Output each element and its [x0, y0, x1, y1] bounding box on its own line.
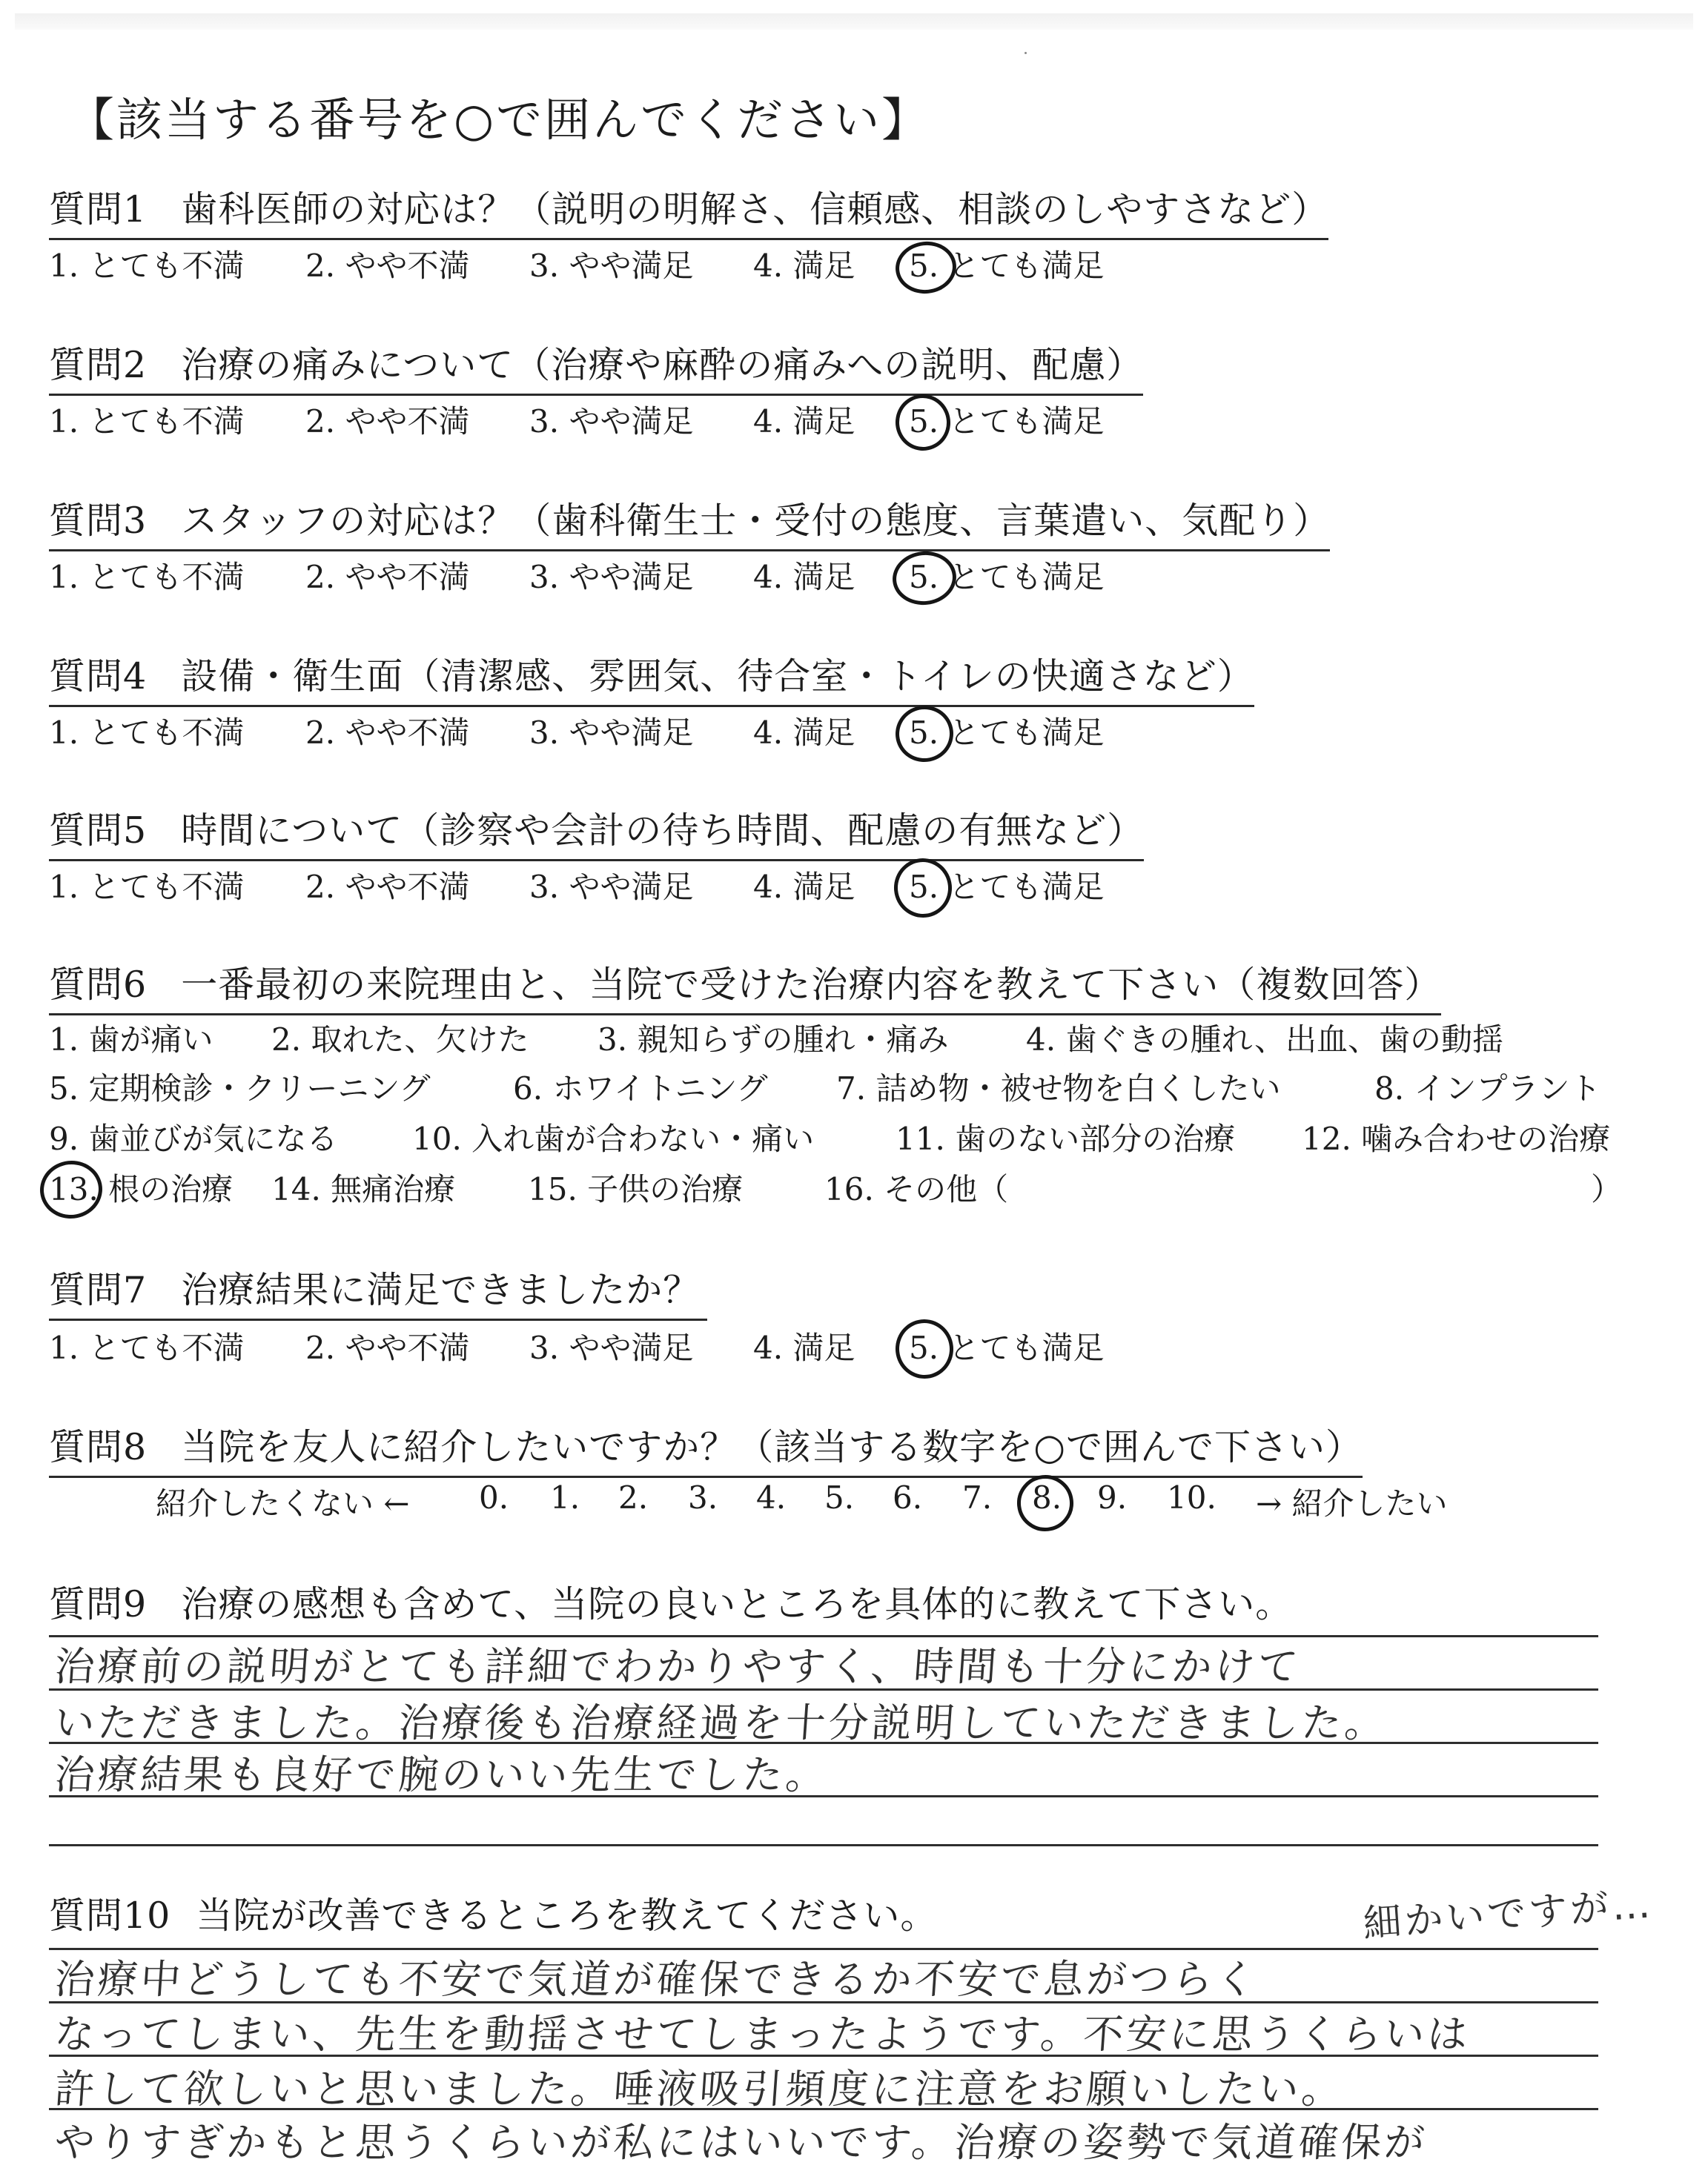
q3-option-3[interactable]: 3. やや満足 — [529, 559, 694, 595]
q4-title: 質問4 設備・衛生面（清潔感、雰囲気、待合室・トイレの快適さなど） — [49, 648, 1254, 707]
q4-option-3[interactable]: 3. やや満足 — [529, 715, 694, 751]
q8-selected-circle — [1014, 1472, 1076, 1534]
q4-option-5[interactable]: 5. とても満足 — [909, 715, 1105, 751]
q6-option-5[interactable]: 5. 定期検診・クリーニング — [49, 1070, 431, 1107]
q8-scale-4[interactable]: 4. — [756, 1479, 787, 1516]
q6-option-14[interactable]: 14. 無痛治療 — [271, 1171, 456, 1207]
q8-scale-9[interactable]: 9. — [1097, 1479, 1128, 1516]
q3-option-1[interactable]: 1. とても不満 — [49, 559, 245, 595]
q7-title: 質問7 治療結果に満足できましたか？ — [49, 1262, 707, 1321]
q6-option-11[interactable]: 11. 歯のない部分の治療 — [896, 1121, 1236, 1157]
q9-answer-line-1: 治療前の説明がとても詳細でわかりやすく、時間も十分にかけて — [53, 1643, 1302, 1690]
q7-option-4[interactable]: 4. 満足 — [753, 1330, 855, 1366]
q4-option-4[interactable]: 4. 満足 — [753, 715, 855, 751]
q5-option-4[interactable]: 4. 満足 — [753, 869, 855, 905]
q5-title: 質問5 時間について（診察や会計の待ち時間、配慮の有無など） — [49, 802, 1144, 861]
q5-option-1[interactable]: 1. とても不満 — [49, 869, 245, 905]
q6-other-close-paren: ） — [1591, 1171, 1623, 1207]
q3-title: 質問3 スタッフの対応は？（歯科衛生士・受付の態度、言葉遣い、気配り） — [49, 492, 1330, 551]
q8-scale-left-label: 紹介したくない ← — [156, 1485, 410, 1522]
q8-scale-8[interactable]: 8. — [1032, 1479, 1062, 1516]
q9-answer-line-2: いただきました。治療後も治療経過を十分説明していただきました。 — [53, 1700, 1389, 1746]
q10-handwritten-note: 細かいですが… — [1361, 1882, 1655, 1947]
q1-option-2[interactable]: 2. やや不満 — [305, 248, 470, 284]
q5-option-3[interactable]: 3. やや満足 — [529, 869, 694, 905]
q6-option-4[interactable]: 4. 歯ぐきの腫れ、出血、歯の動揺 — [1026, 1021, 1503, 1058]
q6-option-2[interactable]: 2. 取れた、欠けた — [271, 1021, 529, 1058]
q7-option-5[interactable]: 5. とても満足 — [909, 1330, 1105, 1366]
q4-option-2[interactable]: 2. やや不満 — [305, 715, 470, 751]
q1-option-1[interactable]: 1. とても不満 — [49, 248, 245, 284]
q7-option-3[interactable]: 3. やや満足 — [529, 1330, 694, 1366]
q6-option-6[interactable]: 6. ホワイトニング — [513, 1070, 768, 1107]
q8-scale-5[interactable]: 5. — [824, 1479, 855, 1516]
q7-option-2[interactable]: 2. やや不満 — [305, 1330, 470, 1366]
q8-title: 質問8 当院を友人に紹介したいですか？（該当する数字を○で囲んで下さい） — [49, 1419, 1363, 1478]
q6-option-13[interactable]: 13. 根の治療 — [49, 1171, 234, 1207]
q6-option-7[interactable]: 7. 詰め物・被せ物を白くしたい — [836, 1070, 1281, 1107]
q2-title: 質問2 治療の痛みについて（治療や麻酔の痛みへの説明、配慮） — [49, 337, 1143, 396]
q1-option-3[interactable]: 3. やや満足 — [529, 248, 694, 284]
q10-answer-line-4: やりすぎかもと思うくらいが私にはいいです。治療の姿勢で気道確保が — [53, 2119, 1429, 2166]
q8-scale-1[interactable]: 1. — [550, 1479, 580, 1516]
q1-number: 質問1 — [49, 188, 148, 231]
q1-text: 歯科医師の対応は？（説明の明解さ、信頼感、相談のしやすさなど） — [181, 188, 1329, 231]
q6-option-10[interactable]: 10. 入れ歯が合わない・痛い — [412, 1121, 815, 1157]
q3-option-4[interactable]: 4. 満足 — [753, 559, 855, 595]
scan-artifact — [1025, 52, 1027, 54]
q2-option-2[interactable]: 2. やや不満 — [305, 403, 470, 440]
q5-option-5[interactable]: 5. とても満足 — [909, 869, 1105, 905]
q1-option-4[interactable]: 4. 満足 — [753, 248, 855, 284]
instruction-heading: 【該当する番号を○で囲んでください】 — [68, 93, 930, 147]
q6-option-16[interactable]: 16. その他（ — [824, 1171, 1009, 1207]
q6-option-3[interactable]: 3. 親知らずの腫れ・痛み — [598, 1021, 949, 1058]
q8-scale-3[interactable]: 3. — [688, 1479, 718, 1516]
q2-option-4[interactable]: 4. 満足 — [753, 403, 855, 440]
q6-option-8[interactable]: 8. インプラント — [1374, 1070, 1601, 1107]
q9-title: 質問9 治療の感想も含めて、当院の良いところを具体的に教えて下さい。 — [49, 1583, 1293, 1625]
q6-title: 質問6 一番最初の来院理由と、当院で受けた治療内容を教えて下さい（複数回答） — [49, 956, 1441, 1015]
q6-option-1[interactable]: 1. 歯が痛い — [49, 1021, 214, 1058]
q10-title: 質問10 当院が改善できるところを教えてください。 — [49, 1894, 938, 1937]
q8-scale-6[interactable]: 6. — [893, 1479, 923, 1516]
q8-scale-2[interactable]: 2. — [618, 1479, 649, 1516]
q3-option-5[interactable]: 5. とても満足 — [909, 559, 1105, 595]
q8-scale-0[interactable]: 0. — [479, 1479, 509, 1516]
q2-option-5[interactable]: 5. とても満足 — [909, 403, 1105, 440]
scan-top-band — [15, 13, 1693, 30]
q2-option-3[interactable]: 3. やや満足 — [529, 403, 694, 440]
q9-answer-line-3: 治療結果も良好で腕のいい先生でした。 — [53, 1751, 830, 1798]
q5-option-2[interactable]: 2. やや不満 — [305, 869, 470, 905]
q8-scale-right-label: → 紹介したい — [1256, 1485, 1448, 1522]
q6-option-9[interactable]: 9. 歯並びが気になる — [49, 1121, 338, 1157]
q4-option-1[interactable]: 1. とても不満 — [49, 715, 245, 751]
q7-option-1[interactable]: 1. とても不満 — [49, 1330, 245, 1366]
q10-answer-line-3: 許して欲しいと思いました。唾液吸引頻度に注意をお願いしたい。 — [53, 2066, 1346, 2112]
q3-option-2[interactable]: 2. やや不満 — [305, 559, 470, 595]
q2-option-1[interactable]: 1. とても不満 — [49, 403, 245, 440]
q1-option-5[interactable]: 5. とても満足 — [909, 248, 1105, 284]
q8-scale-7[interactable]: 7. — [962, 1479, 993, 1516]
q6-option-15[interactable]: 15. 子供の治療 — [528, 1171, 744, 1207]
q10-answer-line-1: 治療中どうしても不安で気道が確保できるか不安で息がつらく — [53, 1956, 1260, 2003]
q1-title — [49, 181, 1328, 240]
q10-answer-line-2: なってしまい、先生を動揺させてしまったようです。不安に思うくらいは — [53, 2011, 1472, 2058]
q9-rule-5 — [49, 1844, 1598, 1846]
q8-scale-10[interactable]: 10. — [1167, 1479, 1217, 1516]
q6-option-12[interactable]: 12. 噛み合わせの治療 — [1302, 1121, 1611, 1157]
